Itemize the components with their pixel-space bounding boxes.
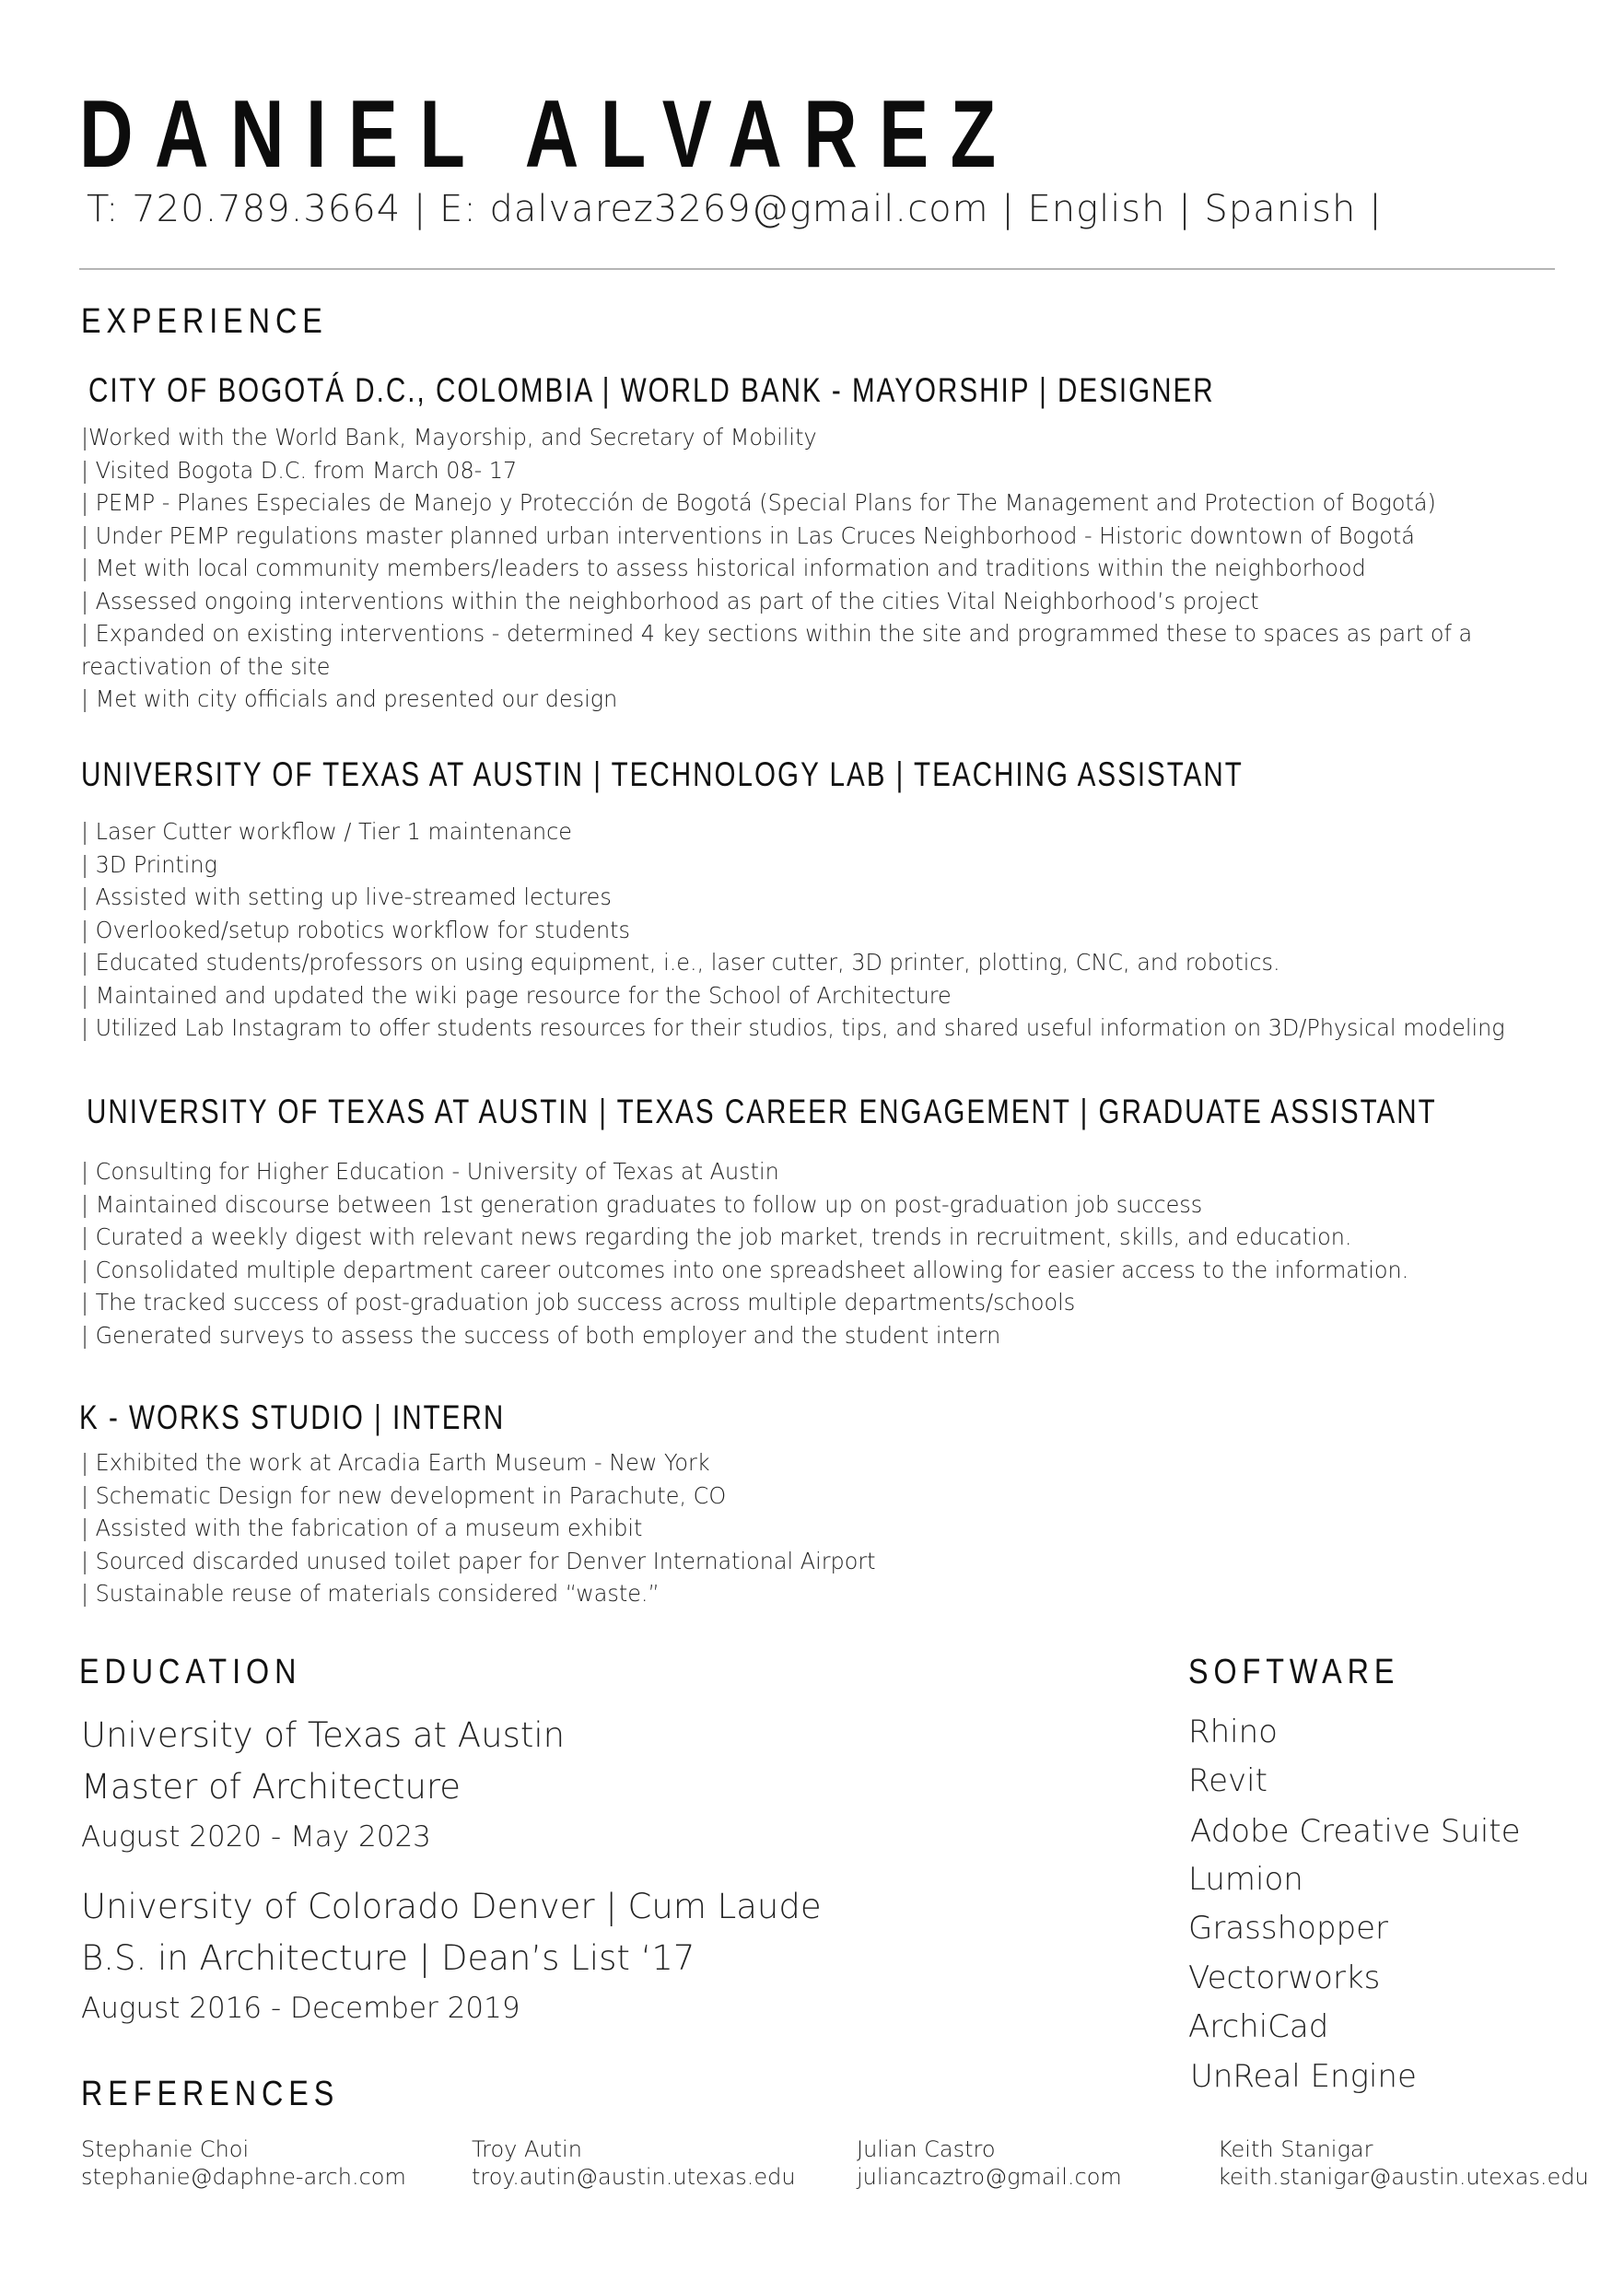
- list-item: | PEMP - Planes Especiales de Manejo y Protección de Bogotá (Special Plans for The Management and Protection of Bogotá): [81, 489, 1436, 516]
- job-title-tech-lab: UNIVERSITY OF TEXAS AT AUSTIN | TECHNOLOGY LAB | TEACHING ASSISTANT: [81, 755, 1244, 793]
- education-degree: B.S. in Architecture | Dean’s List ‘17: [81, 1938, 695, 1978]
- software-item: Adobe Creative Suite: [1190, 1813, 1521, 1850]
- job-title-bogota: CITY OF BOGOTÁ D.C., COLOMBIA | WORLD BANK - MAYORSHIP | DESIGNER: [88, 371, 1215, 409]
- list-item: | Consulting for Higher Education - University of Texas at Austin: [81, 1158, 779, 1185]
- list-item: | Utilized Lab Instagram to offer students resources for their studios, tips, and shared useful information on 3D/Physical modeling: [81, 1014, 1505, 1041]
- reference-name: Julian Castro: [857, 2136, 996, 2162]
- software-item: Grasshopper: [1188, 1910, 1388, 1947]
- software-item: UnReal Engine: [1190, 2058, 1417, 2095]
- list-item: | Curated a weekly digest with relevant news regarding the job market, trends in recruitment, skills, and education.: [81, 1223, 1352, 1250]
- software-item: Vectorworks: [1188, 1959, 1381, 1996]
- resume-name: DANIEL ALVAREZ: [79, 81, 1018, 188]
- reference-contact: [81, 2135, 406, 2191]
- software-item: Lumion: [1188, 1861, 1303, 1898]
- reference-name: Keith Stanigar: [1218, 2136, 1373, 2162]
- list-item: | Generated surveys to assess the success of both employer and the student intern: [81, 1321, 1001, 1349]
- reference-email[interactable]: troy.autin@austin.utexas.edu: [472, 2164, 796, 2190]
- list-item: | 3D Printing: [81, 850, 217, 878]
- job-title-k-works: K - WORKS STUDIO | INTERN: [79, 1398, 506, 1436]
- reference-contact: [1218, 2135, 1589, 2191]
- software-heading: SOFTWARE: [1188, 1653, 1400, 1691]
- job-title-career-engagement: UNIVERSITY OF TEXAS AT AUSTIN | TEXAS CAREER ENGAGEMENT | GRADUATE ASSISTANT: [87, 1093, 1437, 1130]
- list-item: | Expanded on existing interventions - determined 4 key sections within the site and programmed these to spaces as part of a reactivation of the site: [81, 620, 1473, 680]
- list-item: | Sustainable reuse of materials considered “waste.”: [81, 1580, 660, 1607]
- job-bullets-k-works: [81, 1446, 896, 1610]
- reference-contact: [857, 2135, 1122, 2191]
- list-item: | Exhibited the work at Arcadia Earth Museum - New York: [81, 1449, 710, 1476]
- list-item: | Maintained and updated the wiki page resource for the School of Architecture: [81, 981, 952, 1009]
- education-heading: EDUCATION: [79, 1653, 302, 1691]
- header-divider: [79, 268, 1555, 270]
- job-bullets-tech-lab: [81, 815, 1541, 1045]
- reference-name: Troy Autin: [472, 2136, 582, 2162]
- list-item: | Visited Bogota D.C. from March 08- 17: [81, 456, 518, 484]
- reference-contact: [472, 2135, 796, 2191]
- software-item: ArchiCad: [1188, 2008, 1329, 2045]
- reference-email[interactable]: keith.stanigar@austin.utexas.edu: [1218, 2164, 1589, 2190]
- education-school: University of Texas at Austin: [81, 1715, 566, 1755]
- education-school: University of Colorado Denver | Cum Laude: [81, 1887, 822, 1926]
- software-item: Revit: [1188, 1762, 1268, 1799]
- list-item: | Sourced discarded unused toilet paper for Denver International Airport: [81, 1547, 876, 1574]
- list-item: | Laser Cutter workflow / Tier 1 maintenance: [81, 818, 572, 845]
- reference-email[interactable]: stephanie@daphne-arch.com: [81, 2164, 406, 2190]
- list-item: | Schematic Design for new development in Parachute, CO: [81, 1481, 727, 1509]
- list-item: | Maintained discourse between 1st generation graduates to follow up on post-graduation job success: [81, 1190, 1203, 1218]
- references-heading: REFERENCES: [81, 2075, 340, 2113]
- reference-name: Stephanie Choi: [81, 2136, 250, 2162]
- list-item: | Overlooked/setup robotics workflow for students: [81, 916, 630, 943]
- job-bullets-bogota: [81, 421, 1573, 716]
- list-item: | Assisted with the fabrication of a museum exhibit: [81, 1515, 643, 1541]
- reference-email[interactable]: juliancaztro@gmail.com: [857, 2164, 1122, 2190]
- job-bullets-career-engagement: [81, 1155, 1443, 1351]
- list-item: | Met with local community members/leaders to assess historical information and traditions within the neighborhood: [81, 555, 1366, 581]
- list-item: | Educated students/professors on using equipment, i.e., laser cutter, 3D printer, plotting, CNC, and robotics.: [81, 949, 1280, 976]
- experience-heading: EXPERIENCE: [81, 302, 328, 341]
- contact-line: T: 720.789.3664 | E: dalvarez3269@gmail.com | English | Spanish |: [87, 188, 1383, 230]
- education-dates: August 2020 - May 2023: [81, 1820, 431, 1854]
- list-item: | The tracked success of post-graduation job success across multiple departments/schools: [81, 1289, 1076, 1316]
- list-item: | Assessed ongoing interventions within the neighborhood as part of the cities Vital Neighborhood’s project: [81, 587, 1259, 614]
- list-item: | Consolidated multiple department career outcomes into one spreadsheet allowing for easier access to the information.: [81, 1256, 1409, 1283]
- list-item: |Worked with the World Bank, Mayorship, and Secretary of Mobility: [81, 424, 817, 450]
- education-dates: August 2016 - December 2019: [81, 1992, 520, 2025]
- list-item: | Under PEMP regulations master planned urban interventions in Las Cruces Neighborhood - Historic downtown of Bogotá: [81, 521, 1415, 549]
- software-item: Rhino: [1188, 1714, 1278, 1750]
- list-item: | Assisted with setting up live-streamed lectures: [81, 883, 612, 910]
- education-degree: Master of Architecture: [81, 1767, 461, 1807]
- list-item: | Met with city officials and presented our design: [81, 685, 618, 712]
